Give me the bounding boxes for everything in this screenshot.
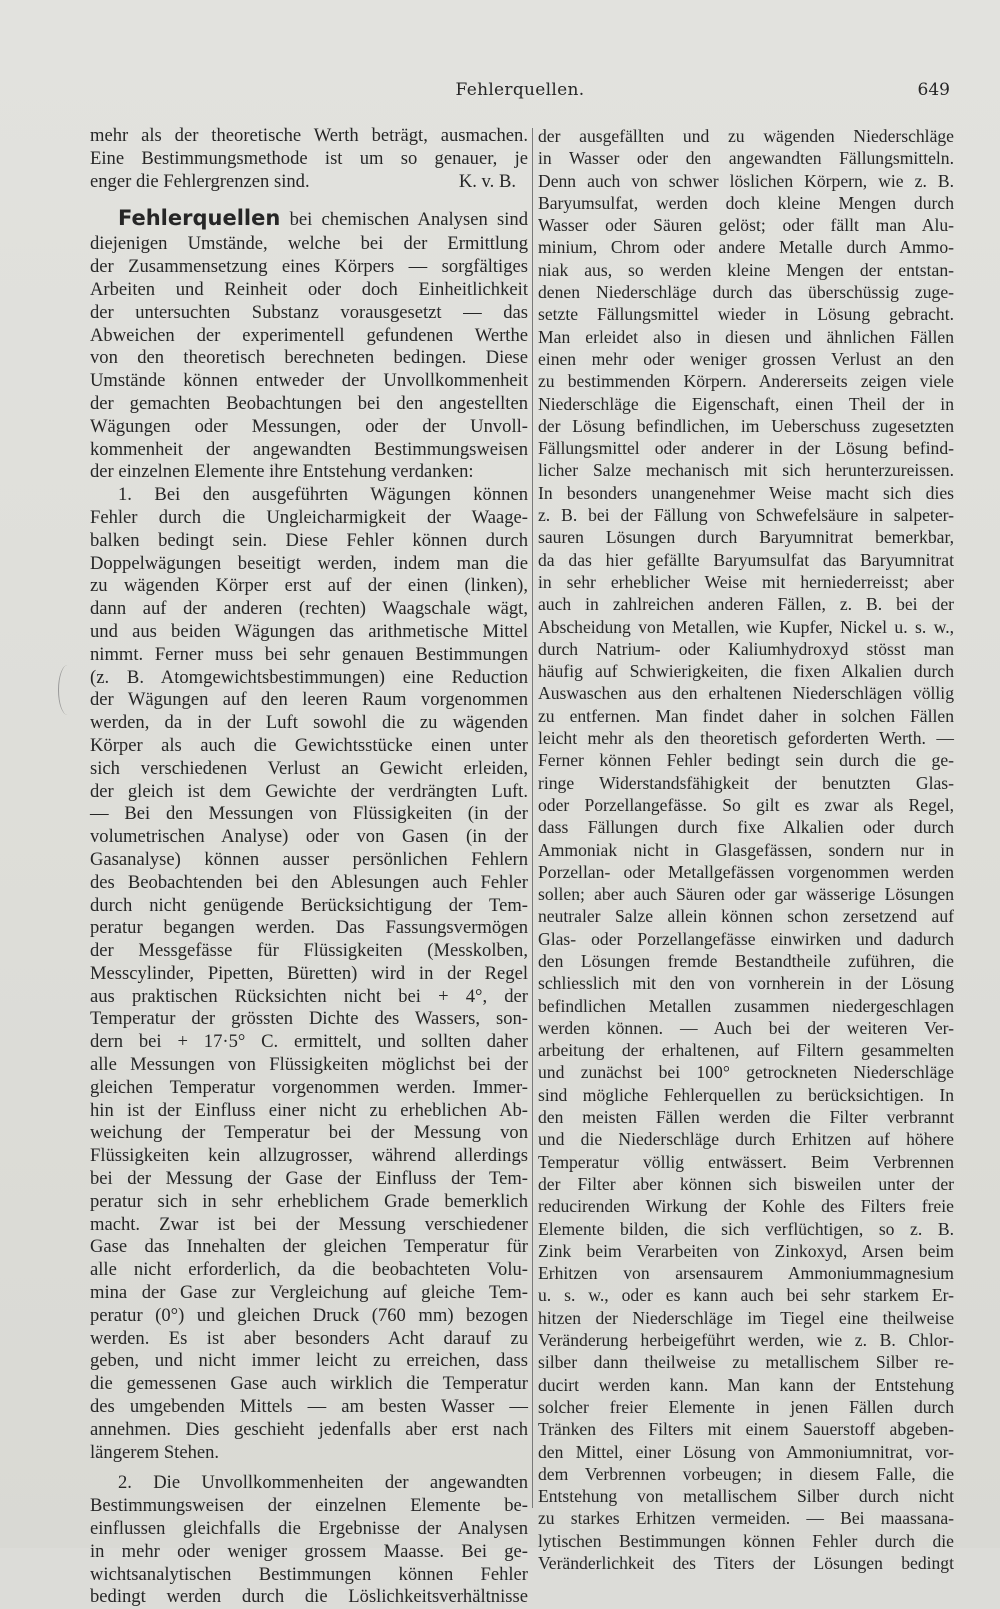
text-line: Ammoniak nicht in Glasgefässen, sondern nur in: [538, 839, 954, 860]
text-line: In besonders unangenehmer Weise macht sich dies: [538, 482, 954, 503]
text-line: dern bei + 17·5° C. ermittelt, und sollten daher: [90, 1031, 528, 1053]
text-line: schliesslich mit den von vornherein in der Lösung: [538, 973, 954, 994]
text-line: alle Messungen von Flüssigkeiten möglichst bei der: [90, 1054, 528, 1076]
text-line: Niederschläge die Eigenschaft, einen Theil der in: [538, 393, 954, 414]
left-column: [90, 125, 528, 1609]
text-line: und zunächst bei 100° getrockneten Niederschläge: [538, 1062, 954, 1083]
text-line: Glas- oder Porzellangefässe einwirken und dadurch: [538, 928, 954, 949]
text-line: in mehr oder weniger grossem Maasse. Bei ge-: [90, 1540, 528, 1562]
text-line: durch Natrium- oder Kaliumhydroxyd stösst man: [538, 638, 954, 659]
text-line: u. s. w., oder es kann auch bei sehr starkem Er-: [538, 1285, 954, 1306]
text-line: Denn auch von schwer löslichen Körpern, wie z. B.: [538, 170, 954, 191]
entry-headword: Fehlerquellen: [118, 206, 281, 231]
text-line: der gemachten Beobachtungen bei den angestellten: [90, 392, 528, 414]
text-line: zu starkes Erhitzen vermeiden. — Bei maassana-: [538, 1508, 954, 1529]
text-line: mehr als der theoretische Werth beträgt, ausmachen.: [90, 125, 528, 146]
text-line: Man erleidet also in diesen und ähnlichen Fällen: [538, 326, 954, 347]
text-line: Wasser oder Säuren gelöst; oder fällt man Alu-: [538, 215, 954, 236]
text-line: Gasanalyse) können ausser persönlichen Fehlern: [90, 848, 528, 870]
text-line: balken bedingt sein. Diese Fehler können durch: [90, 529, 528, 551]
text-line: peratur (0°) und gleichen Druck (760 mm) bezogen: [90, 1304, 528, 1326]
text-line: hitzen der Niederschläge im Tiegel eine theilweise: [538, 1307, 954, 1328]
text-line: reducirenden Wirkung der Kohle des Filters freie: [538, 1196, 954, 1217]
text-line: einflussen gleichfalls die Ergebnisse der Analysen: [90, 1518, 528, 1540]
text-line: des umgebenden Mittels — am besten Wasser —: [90, 1396, 528, 1418]
text-line: volumetrischen Analyse) oder von Gasen (in der: [90, 826, 528, 848]
text-line: der Messgefässe für Flüssigkeiten (Messkolben,: [90, 940, 528, 962]
text-line: Temperatur völlig entwässert. Beim Verbrennen: [538, 1151, 954, 1172]
text-line: neutraler Salze allein können schon zersetzend auf: [538, 906, 954, 927]
text-line: sollen; aber auch Säuren oder gar wässerige Lösungen: [538, 884, 954, 905]
text-line: der untersuchten Substanz vorausgesetzt — das: [90, 301, 528, 323]
text-line: Ferner können Fehler bedingt sein durch die ge-: [538, 750, 954, 771]
text-line: minium, Chrom oder andere Metalle durch Ammo-: [538, 237, 954, 258]
text-line: Flüssigkeiten kein allzugrosser, während allerdings: [90, 1145, 528, 1167]
text-line: aus praktischen Rücksichten nicht bei + 4°, der: [90, 985, 528, 1007]
text-line: der gleich ist dem Gewichte der verdrängten Luft.: [90, 780, 528, 802]
text-line: dann auf der anderen (rechten) Waagschale wägt,: [90, 598, 528, 620]
text-line: der Filter aber können sich bisweilen unter der: [538, 1173, 954, 1194]
text-line: macht. Zwar ist bei der Messung verschiedener: [90, 1213, 528, 1235]
text-line: Zink beim Verarbeiten von Zinkoxyd, Arsen beim: [538, 1240, 954, 1261]
text-line: 1. Bei den ausgeführten Wägungen können: [118, 484, 528, 506]
text-line: den Lösungen fremde Bestandtheile zuführen, die: [538, 950, 954, 971]
text-line: einen mehr oder weniger grossen Verlust an den: [538, 348, 954, 369]
text-line: ducirt werden kann. Man kann der Entstehung: [538, 1374, 954, 1395]
right-column: [538, 125, 954, 1574]
text-line: die gemessenen Gase auch wirklich die Temperatur: [90, 1373, 528, 1395]
text-line: des Beobachtenden bei den Ablesungen auch Fehler: [90, 871, 528, 893]
text-line: bedingt werden durch die Löslichkeitsverhältnisse: [90, 1586, 528, 1608]
text-line: der einzelnen Elemente ihre Entstehung verdanken:: [90, 461, 474, 483]
text-line: Eine Bestimmungsmethode ist um so genauer, je: [90, 147, 528, 169]
text-line: silber dann theilweise zu metallischem Silber re-: [538, 1352, 954, 1373]
text-line: licher Salze mechanisch mit sich herunterzureissen.: [538, 460, 954, 481]
text-line: werden. Es ist aber besonders Acht darauf zu: [90, 1327, 528, 1349]
text-line: häufig auf Schwierigkeiten, die fixen Alkalien durch: [538, 661, 954, 682]
text-line: da das hier gefällte Baryumsulfat das Baryumnitrat: [538, 549, 954, 570]
text-line: werden, da in der Luft sowohl die zu wägenden: [90, 712, 528, 734]
text-line: Veränderlichkeit des Titers der Lösungen bedingt: [538, 1553, 954, 1573]
page-header: [80, 80, 960, 110]
text-line: Veränderung herbeigeführt werden, wie z. B. Chlor-: [538, 1330, 954, 1351]
page-edge-mark: [58, 665, 77, 715]
text-line: diejenigen Umstände, welche bei der Ermittlung: [90, 233, 528, 255]
text-line: Bestimmungsweisen der einzelnen Elemente be-: [90, 1495, 528, 1517]
text-line: Temperatur der grössten Dichte des Wassers, son-: [90, 1008, 528, 1030]
text-line-content: enger die Fehlergrenzen sind.: [90, 170, 310, 192]
paragraph-weighing-errors: [90, 484, 528, 1441]
paragraph-method-errors: [90, 1472, 528, 1609]
text-line: oder Porzellangefässe. So gilt es zwar als Regel,: [538, 794, 954, 815]
text-line: der ausgefällten und zu wägenden Niederschläge: [538, 126, 954, 146]
text-line: [90, 171, 528, 194]
text-line: befindlichen Metallen zusammen niedergeschlagen: [538, 995, 954, 1016]
text-line: niak aus, so werden kleine Mengen der entstan-: [538, 259, 954, 280]
text-line: dem Verbrennen vorbeugen; in diesem Falle, die: [538, 1463, 954, 1484]
text-line: längerem Stehen.: [90, 1441, 220, 1463]
text-line: der Wägungen auf den leeren Raum vorgenommen: [90, 689, 528, 711]
text-line: ringe Widerstandsfähigkeit der benutzten Glas-: [538, 772, 954, 793]
text-line: wichtsanalytischen Bestimmungen können Fehler: [90, 1563, 528, 1585]
text-line: lytischen Bestimmungen können Fehler durch die: [538, 1530, 954, 1551]
text-line: solcher freier Elemente in jenen Fällen durch: [538, 1396, 954, 1417]
text-line: Gase das Innehalten der gleichen Temperatur für: [90, 1236, 528, 1258]
text-line: Doppelwägungen beseitigt werden, indem man die: [90, 552, 528, 574]
text-line: arbeitung der erhaltenen, auf Filtern gesammelten: [538, 1040, 954, 1061]
text-line: kommenheit der angewandten Bestimmungsweisen: [90, 438, 528, 460]
text-line: nimmt. Ferner muss bei sehr genauen Bestimmungen: [90, 643, 528, 665]
text-line: der Lösung befindlichen, im Ueberschuss zugesetzten: [538, 415, 954, 436]
text-line: Abweichen der experimentell gefundenen Werthe: [90, 324, 528, 346]
text-line: werden können. — Auch bei der weiteren Ver-: [538, 1017, 954, 1038]
text-line: (z. B. Atomgewichtsbestimmungen) eine Reduction: [90, 666, 528, 688]
text-line: dass Fällungen durch fixe Alkalien oder durch: [538, 817, 954, 838]
text-line: Elemente bilden, die sich verflüchtigen, so z. B.: [538, 1218, 954, 1239]
text-line: mina der Gase zur Vergleichung auf gleiche Tem-: [90, 1282, 528, 1304]
text-line: Körper als auch die Gewichtsstücke einen unter: [90, 734, 528, 756]
text-line: gleichen Temperatur vorgenommen werden. Immer-: [90, 1076, 528, 1098]
text-line: alle nicht erforderlich, da die beobachteten Volu-: [90, 1259, 528, 1281]
text-line: sauren Lösungen durch Baryumnitrat bemerkbar,: [538, 527, 954, 548]
paragraph-gap: [90, 193, 528, 205]
text-line: Arbeiten und Reinheit oder doch Einheitlichkeit: [90, 278, 528, 300]
text-line: durch nicht genügende Berücksichtigung der Tem-: [90, 894, 528, 916]
text-line: der Zusammensetzung eines Körpers — sorgfältiges: [90, 256, 528, 278]
text-line: den Mittel, einer Lösung von Ammoniumnitrat, vor-: [538, 1441, 954, 1462]
text-line: leicht mehr als den theoretisch geforderten Werth. —: [538, 728, 954, 749]
text-line: in sehr erheblicher Weise mit herniederreisst; aber: [538, 571, 954, 592]
text-line: — Bei den Messungen von Flüssigkeiten (in der: [90, 803, 528, 825]
text-line: weichung der Temperatur bei der Messung von: [90, 1122, 528, 1144]
text-line: Tränken des Filters mit einem Sauerstoff abgeben-: [538, 1419, 954, 1440]
text-line: Fällungsmittel oder anderer in der Lösung befind-: [538, 438, 954, 459]
text-line: sind mögliche Fehlerquellen zu berücksichtigen. In: [538, 1084, 954, 1105]
text-line: Wägungen oder Messungen, oder der Unvoll-: [90, 415, 528, 437]
text-line: peratur begangen werden. Das Fassungsvermögen: [90, 917, 528, 939]
text-line: von den theoretisch berechneten bedingen. Diese: [90, 347, 528, 369]
running-head: Fehlerquellen.: [455, 80, 585, 100]
text-line: und die Niederschläge durch Erhitzen auf höhere: [538, 1129, 954, 1150]
text-line: Porzellan- oder Metallgefässen vorgenommen werden: [538, 861, 954, 882]
text-line: Fehler durch die Ungleicharmigkeit der Waage-: [90, 506, 528, 528]
text-line: und aus beiden Wägungen das arithmetische Mittel: [90, 620, 528, 642]
text-line: auch in zahlreichen anderen Fällen, z. B. bei der: [538, 594, 954, 615]
text-line-content: bei chemischen Analysen sind: [280, 209, 528, 231]
paragraph-previous-entry-end: [90, 125, 528, 171]
text-line: setzte Fällungsmittel wieder in Lösung gebracht.: [538, 304, 954, 325]
author-signature: K. v. B.: [458, 170, 516, 192]
paragraph-gap: [90, 1464, 528, 1472]
text-line: sich verschiedenen Verlust an Gewicht erleiden,: [90, 757, 528, 779]
paragraph-entry-intro: [90, 233, 528, 461]
paragraph-continued: [538, 125, 954, 1574]
text-line: Messcylinder, Pipetten, Büretten) wird in der Regel: [90, 962, 528, 984]
text-line: Erhitzen von arsensaurem Ammoniummagnesium: [538, 1263, 954, 1284]
text-line: Entstehung von metallischem Silber durch nicht: [538, 1486, 954, 1507]
text-line: hin ist der Einfluss einer nicht zu erheblichen Ab-: [90, 1099, 528, 1121]
text-line: in Wasser oder den angewandten Fällungsmitteln.: [538, 148, 954, 169]
text-line: [90, 205, 528, 233]
text-line: zu bestimmenden Körpern. Andererseits zeigen viele: [538, 371, 954, 392]
text-line: Baryumsulfat, werden doch kleine Mengen durch: [538, 192, 954, 213]
column-divider: [532, 128, 533, 1508]
text-line: annehmen. Dies geschieht jedenfalls aber erst nach: [90, 1418, 528, 1440]
text-line: zu entfernen. Man findet daher in solchen Fällen: [538, 705, 954, 726]
text-line: 2. Die Unvollkommenheiten der angewandten: [118, 1472, 528, 1494]
text-line: peratur sich in sehr erheblichem Grade bemerklich: [90, 1190, 528, 1212]
text-line: denen Niederschläge durch das überschüssig zuge-: [538, 282, 954, 303]
text-line: den meisten Fällen werden die Filter verbrannt: [538, 1107, 954, 1128]
text-line: zu wägenden Körper erst auf der einen (linken),: [90, 575, 528, 597]
text-line: z. B. bei der Fällung von Schwefelsäure in salpeter-: [538, 505, 954, 526]
text-line: bei der Messung der Gase der Einfluss der Tem-: [90, 1168, 528, 1190]
text-line: geben, und nicht immer leicht zu erreichen, dass: [90, 1350, 528, 1372]
text-line: Abscheidung von Metallen, wie Kupfer, Nickel u. s. w.,: [538, 616, 954, 637]
page-number: 649: [917, 80, 950, 100]
text-line: Auswaschen aus den erhaltenen Niederschlägen völlig: [538, 683, 954, 704]
text-line: Umstände können entweder der Unvollkommenheit: [90, 370, 528, 392]
